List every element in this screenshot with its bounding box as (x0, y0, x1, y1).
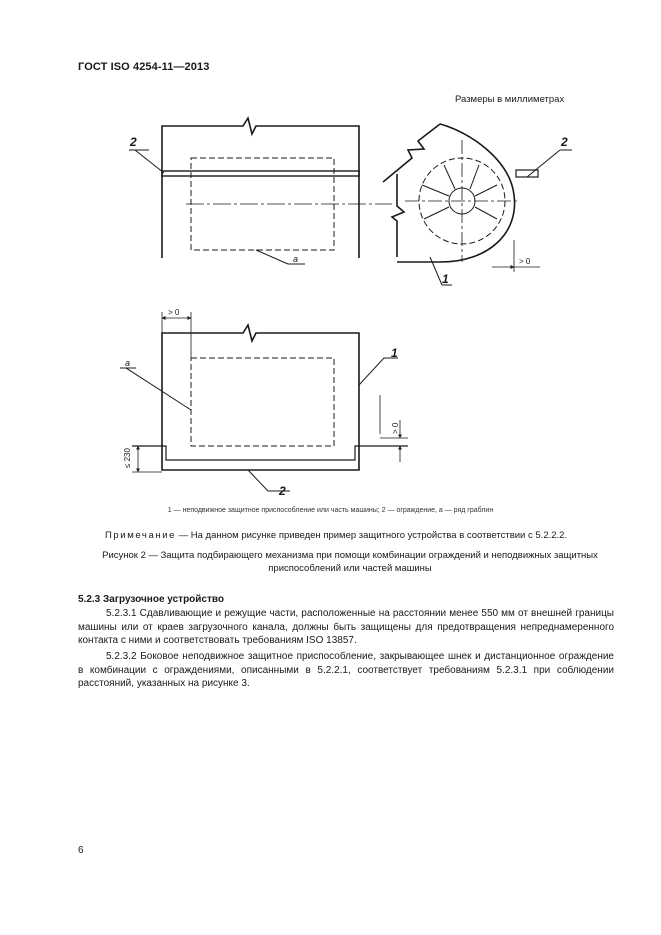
document-header: ГОСТ ISO 4254-11—2013 (78, 61, 210, 73)
callout-1-top-right: 1 (442, 272, 449, 286)
note-prefix: Примечание (105, 530, 176, 541)
dimensions-note: Размеры в миллиметрах (455, 94, 565, 105)
callout-a-top-left: a (293, 254, 299, 264)
paragraph-text: 5.2.3.2 Боковое неподвижное защитное приспособление, закрывающее шнек и дистанционное ограждение в комбинации с ограждениями, описанными в 5.2.2.1, соответствует требованиям 5.2.3.1 при соблюдении расстояний, указанных на рисунке 3. (78, 651, 614, 690)
gt0-label-bottom: > 0 (168, 308, 180, 317)
top-right-view (383, 124, 572, 285)
paragraph-5-2-3-2 (78, 650, 614, 691)
figure-note (105, 530, 567, 541)
page-number: 6 (78, 845, 84, 856)
le230-vertical-label: ≤ 230 (123, 448, 132, 468)
figure-caption (70, 550, 630, 575)
callout-1-bottom: 1 (391, 346, 398, 360)
top-left-view (129, 118, 392, 264)
callout-2-top-left: 2 (130, 135, 137, 149)
callout-2-top-right: 2 (561, 135, 568, 149)
caption-line-2: приспособлений или частей машины (268, 562, 432, 574)
gt0-label-top-right: > 0 (519, 257, 531, 266)
callout-a-bottom: a (125, 358, 131, 368)
paragraph-5-2-3-1 (78, 607, 614, 648)
section-heading: 5.2.3 Загрузочное устройство (78, 594, 225, 605)
note-text: — На данном рисунке приведен пример защитного устройства в соответствии с 5.2.2.2. (176, 530, 568, 541)
caption-line-1: Рисунок 2 — Защита подбирающего механизма при помощи комбинации ограждений и неподвижных защитных (102, 550, 598, 561)
paragraph-text: 5.2.3.1 Сдавливающие и режущие части, расположенные на расстоянии менее 550 мм от внешней границы машины или от краев загрузочного канала, должны быть защищены для предотвращения непреднамеренного контакта с ними и соответствовать требованиям ISO 13857. (78, 608, 614, 647)
callout-2-bottom: 2 (279, 484, 286, 498)
bottom-view (120, 312, 408, 491)
figure-legend: 1 — неподвижное защитное приспособление или часть машины; 2 — ограждение, a — ряд граблин (167, 507, 494, 514)
gt0-vertical-label: > 0 (391, 422, 400, 434)
